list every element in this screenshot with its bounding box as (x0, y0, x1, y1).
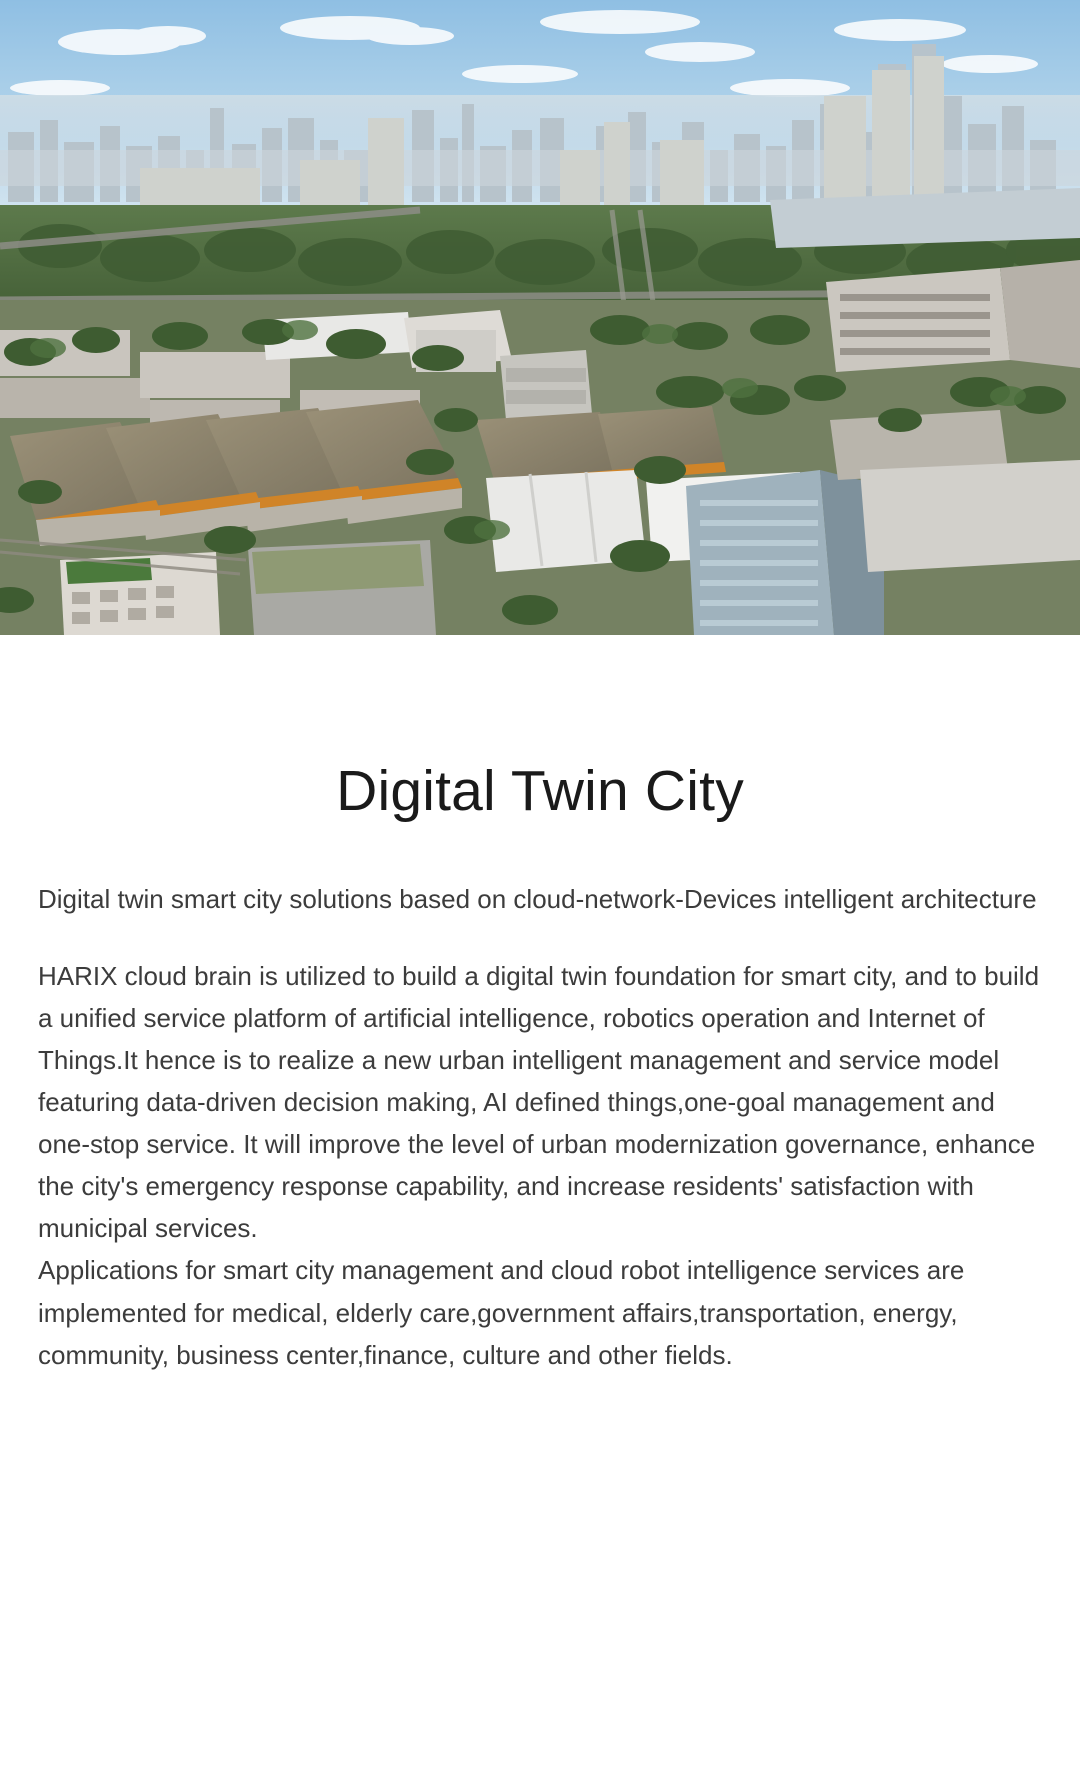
city-illustration (0, 0, 1080, 635)
article-paragraph-1: HARIX cloud brain is utilized to build a digital twin foundation for smart city, and to build a unified service platform of artificial intelligence, robotics operation and Internet of Things.It hence is to realize a new urban intelligent management and service model featuring data-driven decision making, AI defined things,one-goal management and one-stop service. It will improve the level of urban modernization governance, enhance the city's emergency response capability, and increase residents' satisfaction with municipal services. (38, 960, 1040, 1244)
page-title: Digital Twin City (336, 759, 744, 823)
article-content (0, 760, 1080, 1496)
bottom-spacer (38, 1376, 1042, 1496)
article-paragraph-2: Applications for smart city management and cloud robot intelligence services are implemented for medical, elderly care,government affairs,transportation, energy, community, business center,finance, culture and other fields. (38, 1255, 965, 1370)
article-lead: Digital twin smart city solutions based on cloud-network-Devices intelligent architecture (38, 883, 1037, 914)
article-body (38, 955, 1042, 1376)
hero-image (0, 0, 1080, 635)
